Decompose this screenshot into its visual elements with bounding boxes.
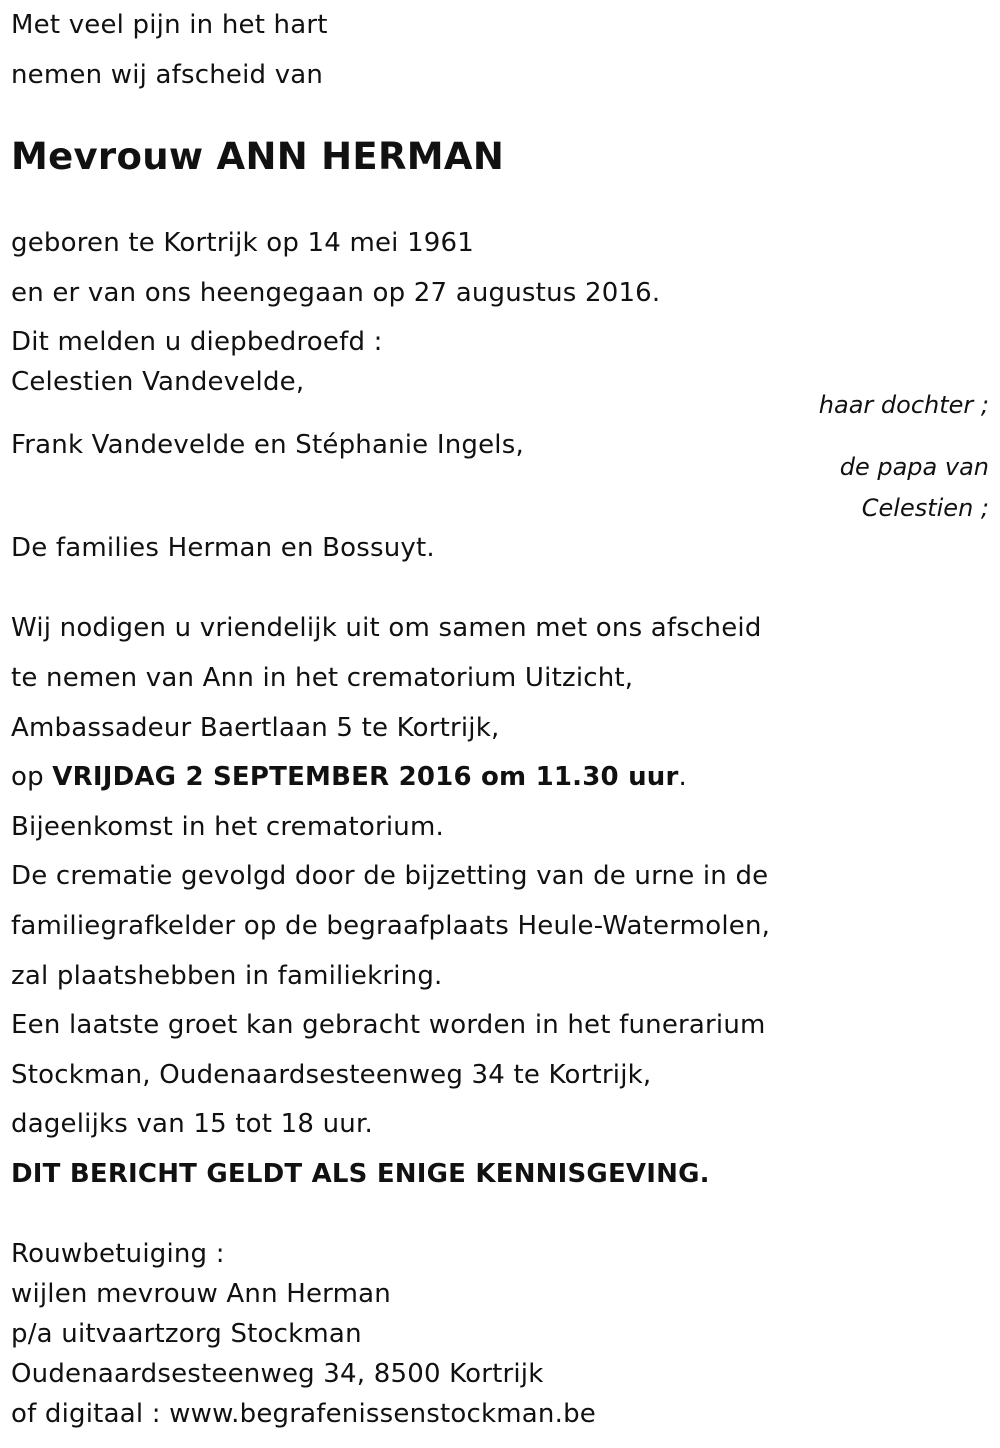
relative-name-1: Celestien Vandevelde, <box>11 367 305 397</box>
notice-line: DIT BERICHT GELDT ALS ENIGE KENNISGEVING. <box>11 1159 710 1189</box>
ceremony-date-line <box>11 760 687 794</box>
intro-line-1: Met veel pijn in het hart <box>11 10 328 40</box>
death-line: en er van ons heengegaan op 27 augustus 2016. <box>11 278 661 308</box>
announcement-intro: Dit melden u diepbedroefd : <box>11 327 383 357</box>
relative-relation-2a: de papa van <box>839 453 989 481</box>
ceremony-line-9: Een laatste groet kan gebracht worden in het funerarium <box>11 1010 766 1040</box>
condolences-line-3: Oudenaardsesteenweg 34, 8500 Kortrijk <box>11 1359 544 1389</box>
ceremony-line-5: Bijeenkomst in het crematorium. <box>11 812 444 842</box>
condolences-line-2: p/a uitvaartzorg Stockman <box>11 1319 362 1349</box>
relative-relation-1: haar dochter ; <box>818 391 989 419</box>
date-suffix: . <box>678 762 687 792</box>
ceremony-line-8: zal plaatshebben in familiekring. <box>11 961 443 991</box>
condolences-website[interactable]: of digitaal : www.begrafenissenstockman.be <box>11 1399 596 1429</box>
ceremony-line-2: te nemen van Ann in het crematorium Uitzicht, <box>11 663 634 693</box>
ceremony-line-11: dagelijks van 15 tot 18 uur. <box>11 1109 373 1139</box>
relative-name-2: Frank Vandevelde en Stéphanie Ingels, <box>11 430 524 460</box>
ceremony-line-7: familiegrafkelder op de begraafplaats Heule-Watermolen, <box>11 911 771 941</box>
ceremony-line-3: Ambassadeur Baertlaan 5 te Kortrijk, <box>11 713 500 743</box>
ceremony-line-10: Stockman, Oudenaardsesteenweg 34 te Kortrijk, <box>11 1060 652 1090</box>
ceremony-date: VRIJDAG 2 SEPTEMBER 2016 om 11.30 uur <box>52 762 679 792</box>
ceremony-line-1: Wij nodigen u vriendelijk uit om samen met ons afscheid <box>11 613 762 643</box>
condolences-heading: Rouwbetuiging : <box>11 1239 225 1269</box>
date-prefix: op <box>11 762 53 792</box>
deceased-name: Mevrouw ANN HERMAN <box>11 135 505 178</box>
birth-line: geboren te Kortrijk op 14 mei 1961 <box>11 228 475 258</box>
relative-relation-2b: Celestien ; <box>861 494 989 522</box>
ceremony-line-6: De crematie gevolgd door de bijzetting van de urne in de <box>11 861 769 891</box>
families-line: De families Herman en Bossuyt. <box>11 533 435 563</box>
condolences-line-1: wijlen mevrouw Ann Herman <box>11 1279 391 1309</box>
intro-line-2: nemen wij afscheid van <box>11 60 324 90</box>
